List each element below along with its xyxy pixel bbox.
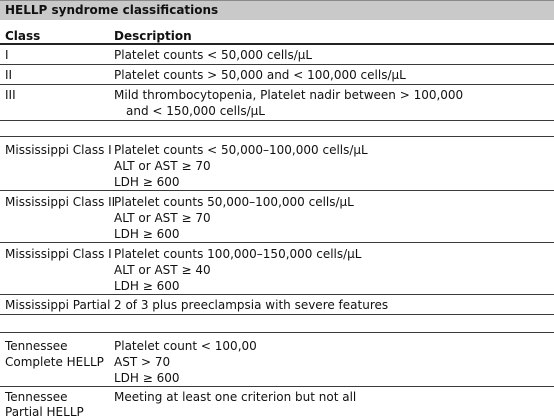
table-title: HELLP syndrome classifications (5, 3, 219, 17)
row-class: Tennessee (5, 339, 68, 353)
row-divider (0, 386, 554, 387)
row-class: Tennessee (5, 390, 68, 404)
group-divider (0, 136, 554, 137)
row-description: Platelet counts 50,000–100,000 cells/μL (114, 195, 354, 209)
row-class: Partial HELLP (5, 405, 84, 419)
row-description: Platelet counts < 50,000–100,000 cells/μL (114, 143, 368, 157)
row-class: II (5, 68, 13, 82)
row-divider (0, 294, 554, 295)
row-description: LDH ≥ 600 (114, 371, 180, 385)
row-class: Complete HELLP (5, 355, 104, 369)
row-divider (0, 84, 554, 85)
row-description: Platelet count < 100,00 (114, 339, 257, 353)
row-divider (0, 64, 554, 65)
row-description: and < 150,000 cells/μL (126, 104, 265, 118)
row-description: ALT or AST ≥ 40 (114, 263, 211, 277)
table-title-bar (0, 0, 554, 20)
row-description: Mild thrombocytopenia, Platelet nadir between > 100,000 (114, 88, 464, 102)
row-class: Mississippi Partial (5, 298, 111, 312)
header-rule (0, 43, 554, 45)
row-description: Meeting at least one criterion but not all (114, 390, 357, 404)
row-description: Platelet counts 100,000–150,000 cells/μL (114, 247, 362, 261)
row-class: I (5, 48, 9, 62)
row-class: Mississippi Class I (5, 247, 112, 261)
row-divider (0, 242, 554, 243)
row-divider (0, 314, 554, 315)
row-class: Mississippi Class II (5, 195, 116, 209)
row-description: Platelet counts > 50,000 and < 100,000 cells/μL (114, 68, 406, 82)
group-divider (0, 332, 554, 333)
header-class: Class (5, 29, 41, 43)
row-description: AST > 70 (114, 355, 171, 369)
row-divider (0, 120, 554, 121)
row-description: 2 of 3 plus preeclampsia with severe features (114, 298, 389, 312)
row-description: LDH ≥ 600 (114, 227, 180, 241)
row-description: Platelet counts < 50,000 cells/μL (114, 48, 313, 62)
row-description: LDH ≥ 600 (114, 279, 180, 293)
row-description: ALT or AST ≥ 70 (114, 159, 211, 173)
row-description: ALT or AST ≥ 70 (114, 211, 211, 225)
row-description: LDH ≥ 600 (114, 175, 180, 189)
row-divider (0, 190, 554, 191)
row-class: Mississippi Class I (5, 143, 112, 157)
header-description: Description (114, 29, 192, 43)
row-class: III (5, 88, 16, 102)
